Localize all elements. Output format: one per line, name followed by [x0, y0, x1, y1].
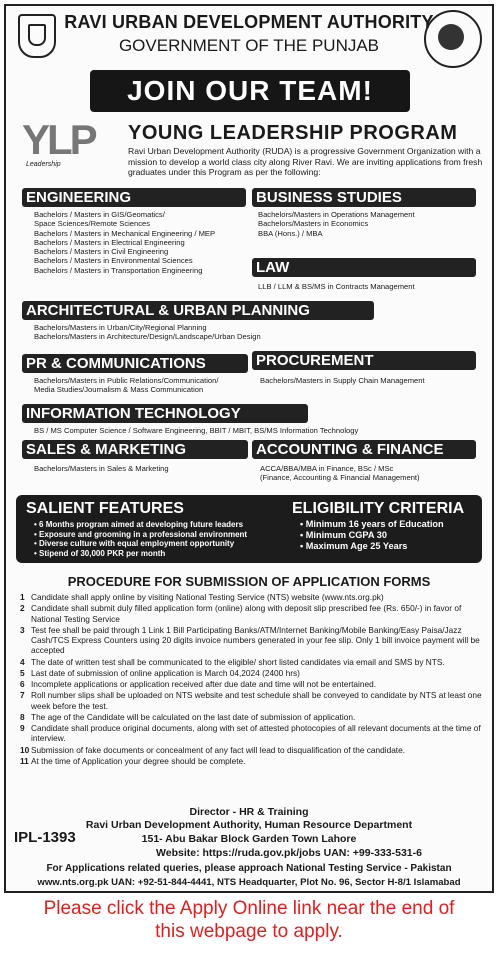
- section-law-title: LAW: [252, 258, 476, 277]
- ylp-logo-subtitle: Leadership: [26, 161, 61, 168]
- section-sales-items: Bachelors/Masters in Sales & Marketing: [34, 464, 169, 473]
- procedure-step-number: 8: [20, 711, 25, 722]
- section-engineering-title: ENGINEERING: [22, 188, 246, 207]
- procedure-step-text: Incomplete applications or application received after due date and time will not be entertained.: [31, 679, 376, 690]
- procedure-step-text: The date of written test shall be communicated to the eligible/ short listed candidates via email and SMS by NTS.: [31, 656, 445, 667]
- section-accounting-items: ACCA/BBA/MBA in Finance, BSc / MSc (Finance, Accounting & Financial Management): [260, 464, 420, 483]
- section-procurement-title: PROCUREMENT: [252, 351, 476, 370]
- section-pr-title: PR & COMMUNICATIONS: [22, 354, 248, 373]
- procedure-step-text: Test fee shall be paid through 1 Link 1 Bill Participating Banks/ATM/Internet Banking/Mobile Banking/Easy Paisa/Jazz Cash/TCS Express Counters using 20 digits invoice numbers generated in your fee slip. Only 1 bill invoice payment will be accepted: [31, 624, 480, 656]
- procedure-step-number: 6: [20, 679, 25, 690]
- footer-nts-queries: For Applications related queries, please approach National Testing Service - Pakistan: [46, 863, 452, 874]
- procedure-step-number: 4: [20, 656, 25, 667]
- footer-address: 151- Abu Bakar Block Garden Town Lahore: [141, 833, 357, 845]
- procedure-step-number: 2: [20, 603, 25, 614]
- procedure-step: [20, 603, 484, 623]
- organization-name: RAVI URBAN DEVELOPMENT AUTHORITY: [64, 12, 434, 32]
- salient-features-title: SALIENT FEATURES: [26, 500, 184, 517]
- section-pr-items: Bachelors/Masters in Public Relations/Communication/ Media Studies/Journalism & Mass Communication: [34, 376, 219, 395]
- program-title: YOUNG LEADERSHIP PROGRAM: [128, 122, 458, 144]
- procedure-step-number: 9: [20, 723, 25, 734]
- procedure-step-number: 11: [20, 755, 29, 766]
- procedure-step: [20, 668, 484, 678]
- procedure-step-text: The age of the Candidate will be calculated on the last date of submission of application.: [31, 711, 356, 722]
- procedure-step: [20, 657, 484, 667]
- procedure-list: [20, 592, 484, 767]
- job-advertisement: [4, 4, 494, 893]
- footer-director: Director - HR & Training: [189, 806, 309, 818]
- ylp-logo: YLP: [22, 116, 95, 163]
- section-procurement-items: Bachelors/Masters in Supply Chain Management: [260, 376, 425, 385]
- punjab-emblem-icon: [18, 14, 56, 58]
- section-accounting-title: ACCOUNTING & FINANCE: [252, 440, 476, 459]
- ad-header: [6, 6, 492, 66]
- procedure-step-text: Roll number slips shall be uploaded on NTS website and test schedule shall be conveyed to candidate by NTS at least one week before the test.: [31, 690, 482, 711]
- procedure-step-number: 7: [20, 690, 25, 701]
- section-architecture-title: ARCHITECTURAL & URBAN PLANNING: [22, 301, 374, 320]
- ipl-number: IPL-1393: [14, 829, 76, 846]
- procedure-step-number: 5: [20, 667, 25, 678]
- procedure-step-text: Candidate shall produce original documents, along with set of attested photocopies of all relevant documents at the time of interview.: [31, 723, 481, 744]
- join-banner: JOIN OUR TEAM!: [90, 70, 410, 112]
- section-business-title: BUSINESS STUDIES: [252, 188, 476, 207]
- ruda-seal-icon: [424, 10, 482, 68]
- government-name: GOVERNMENT OF THE PUNJAB: [118, 36, 380, 55]
- procedure-step-text: At the time of Application your degree should be complete.: [31, 755, 246, 766]
- procedure-step-number: 10: [20, 744, 30, 755]
- apply-online-note: Please click the Apply Online link near the end of this webpage to apply.: [43, 898, 455, 942]
- section-business-items: Bachelors/Masters in Operations Management Bachelors/Masters in Economics BBA (Hons.) / MBA: [258, 210, 415, 238]
- procedure-step-number: 1: [20, 592, 25, 602]
- section-sales-title: SALES & MARKETING: [22, 440, 248, 459]
- section-it-items: BS / MS Computer Science / Software Engineering, BBIT / MBIT, BS/MS Information Technology: [34, 426, 359, 435]
- section-engineering-items: Bachelors / Masters in GIS/Geomatics/ Space Sciences/Remote Sciences Bachelors / Masters in Mechanical Engineering / MEP Bachelors / Masters in Electrical Engineering Bachelors / Masters in Civil Engineering Bachelors / Masters in Environmental Sciences Bachelors / Masters in Transportation Engineering: [34, 210, 216, 275]
- eligibility-title: ELIGIBILITY CRITERIA: [292, 500, 465, 517]
- procedure-step: [20, 712, 484, 722]
- procedure-step-text: Last date of submission of online application is March 04,2024 (2400 hrs): [31, 667, 300, 678]
- footer-website: Website: https://ruda.gov.pk/jobs UAN: +99-333-531-6: [156, 847, 422, 859]
- procedure-step: [20, 690, 484, 710]
- procedure-step: [20, 723, 484, 743]
- footer-nts-contact: www.nts.org.pk UAN: +92-51-844-4441, NTS Headquarter, Plot No. 96, Sector H-8/1 Islamabad: [37, 877, 461, 888]
- procedure-step: [20, 756, 484, 766]
- procedure-step-text: Candidate shall submit duly filled application form (online) along with deposit slip prescribed fee (Rs. 650/-) in favor of National Testing Service: [31, 603, 462, 624]
- procedure-step: [20, 592, 484, 602]
- procedure-step: [20, 625, 484, 656]
- procedure-step: [20, 745, 484, 755]
- section-law-items: LLB / LLM & BS/MS in Contracts Management: [258, 282, 415, 291]
- procedure-title: PROCEDURE FOR SUBMISSION OF APPLICATION FORMS: [67, 574, 431, 589]
- program-intro: Ravi Urban Development Authority (RUDA) is a progressive Government Organization with a mission to develop a world class city along River Ravi. We are inviting applications from fresh graduates under this Program as per the following:: [128, 146, 483, 177]
- procedure-step-text: Candidate shall apply online by visiting National Testing Service (NTS) website (www.nts.org.pk): [31, 592, 384, 602]
- section-architecture-items: Bachelors/Masters in Urban/City/Regional Planning Bachelors/Masters in Architecture/Design/Landscape/Urban Design: [34, 323, 261, 342]
- footer-department: Ravi Urban Development Authority, Human Resource Department: [85, 819, 413, 831]
- procedure-step: [20, 679, 484, 689]
- salient-features-list: • 6 Months program aimed at developing future leaders • Exposure and grooming in a professional environment • Diverse culture with equal employment opportunity • Stipend of 30,000 PKR per month: [34, 520, 248, 559]
- section-it-title: INFORMATION TECHNOLOGY: [22, 404, 308, 423]
- procedure-step-text: Submission of fake documents or concealment of any fact will lead to disqualification of the candidate.: [31, 744, 406, 755]
- eligibility-list: • Minimum 16 years of Education • Minimum CGPA 30 • Maximum Age 25 Years: [300, 519, 444, 551]
- procedure-step-number: 3: [20, 624, 25, 635]
